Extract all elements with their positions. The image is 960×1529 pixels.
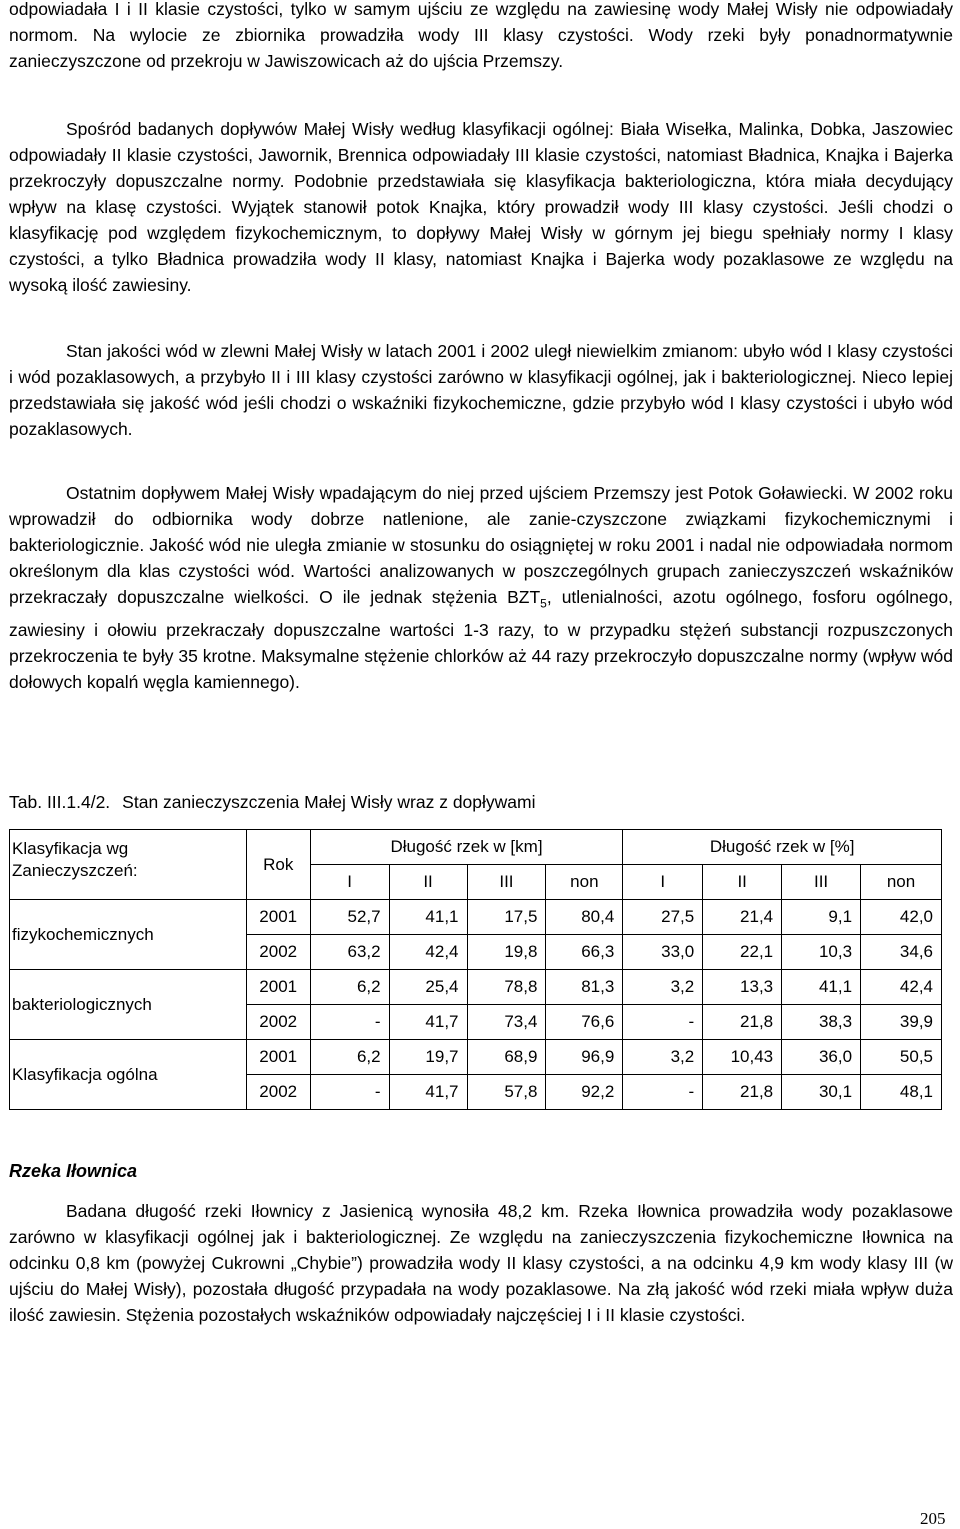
value-cell: 39,9 <box>861 1005 942 1040</box>
value-cell: 41,1 <box>389 900 467 935</box>
subheader-cell: III <box>782 865 861 900</box>
row-group-label: fizykochemicznych <box>10 900 247 970</box>
header-year: Rok <box>246 830 310 900</box>
header-classification: Klasyfikacja wg Zanieczyszczeń: <box>10 830 247 900</box>
value-cell: 42,0 <box>861 900 942 935</box>
year-cell: 2002 <box>246 1005 310 1040</box>
header-length-km: Długość rzek w [km] <box>310 830 623 865</box>
value-cell: 9,1 <box>782 900 861 935</box>
value-cell: 73,4 <box>467 1005 546 1040</box>
value-cell: 92,2 <box>546 1075 623 1110</box>
row-group-label: bakteriologicznych <box>10 970 247 1040</box>
year-cell: 2002 <box>246 935 310 970</box>
subheader-cell: non <box>546 865 623 900</box>
value-cell: 42,4 <box>389 935 467 970</box>
value-cell: 96,9 <box>546 1040 623 1075</box>
value-cell: 36,0 <box>782 1040 861 1075</box>
value-cell: 17,5 <box>467 900 546 935</box>
value-cell: 76,6 <box>546 1005 623 1040</box>
value-cell: 6,2 <box>310 970 389 1005</box>
value-cell: 30,1 <box>782 1075 861 1110</box>
year-cell: 2001 <box>246 1040 310 1075</box>
value-cell: 34,6 <box>861 935 942 970</box>
value-cell: 19,8 <box>467 935 546 970</box>
subheader-cell: II <box>389 865 467 900</box>
value-cell: 3,2 <box>623 1040 703 1075</box>
value-cell: 41,7 <box>389 1005 467 1040</box>
value-cell: 10,3 <box>782 935 861 970</box>
value-cell: 25,4 <box>389 970 467 1005</box>
year-cell: 2002 <box>246 1075 310 1110</box>
subheader-cell: II <box>703 865 782 900</box>
table-caption-text: Stan zanieczyszczenia Małej Wisły wraz z dopływami <box>122 792 536 812</box>
value-cell: 21,8 <box>703 1075 782 1110</box>
value-cell: 3,2 <box>623 970 703 1005</box>
value-cell: 48,1 <box>861 1075 942 1110</box>
paragraph-2: Spośród badanych dopływów Małej Wisły według klasyfikacji ogólnej: Biała Wisełka, Malinka, Dobka, Jaszowiec odpowiadały II klasie czystości, Jawornik, Brennica odpowiadały III klasie czystości, natomiast Bładnica, Knajka i Bajerka przekroczyły dopuszczalne normy. Podobnie przedstawiała się klasyfikacja bakteriologiczna, która miała decydujący wpływ na klasę czystości. Wyjątek stanowił potok Knajka, który prowadził wody III klasy czystości. Jeśli chodzi o klasyfikację pod względem fizykochemicznym, to dopływy Małej Wisły w górnym jej biegu spełniały normy I klasy czystości, a tylko Bładnica prowadziła wody II klasy, natomiast Knajka i Bajerka wody pozaklasowe ze względu na wysoką ilość zawiesiny. <box>9 119 953 295</box>
page-number: 205 <box>920 1509 946 1528</box>
value-cell: 38,3 <box>782 1005 861 1040</box>
value-cell: 41,1 <box>782 970 861 1005</box>
value-cell: 13,3 <box>703 970 782 1005</box>
value-cell: 41,7 <box>389 1075 467 1110</box>
table-body <box>10 900 942 1110</box>
bzt-subscript: 5 <box>540 596 547 611</box>
value-cell: 52,7 <box>310 900 389 935</box>
header-length-pct: Długość rzek w [%] <box>623 830 942 865</box>
table-caption-number: Tab. III.1.4/2. <box>9 792 111 812</box>
value-cell: 68,9 <box>467 1040 546 1075</box>
value-cell: 50,5 <box>861 1040 942 1075</box>
pollution-table <box>9 829 942 1110</box>
value-cell: 42,4 <box>861 970 942 1005</box>
value-cell: 21,4 <box>703 900 782 935</box>
value-cell: - <box>623 1005 703 1040</box>
paragraph-1: odpowiadała I i II klasie czystości, tylko w samym ujściu ze względu na zawiesinę wody Małej Wisły nie odpowiadały normom. Na wylocie ze zbiornika prowadziła wody III klasy czystości. Wody rzeki były ponadnormatywnie zanieczyszczone od przekroju w Jawiszowicach aż do ujścia Przemszy. <box>9 0 953 71</box>
value-cell: 78,8 <box>467 970 546 1005</box>
value-cell: 63,2 <box>310 935 389 970</box>
subheader-cell: I <box>310 865 389 900</box>
paragraph-4-part-b: , utlenialności, azotu ogólnego, fosforu ogólnego, zawiesiny i ołowiu przekraczały dopuszczalne wartości 1-3 razy, to w przypadku stężeń substancji rozpuszczonych przekroczenia te były 35 krotne. Maksymalne stężenie chlorków aż 44 razy przekroczyło dopuszczalne normy (wpływ wód dołowych kopalń węgla kamiennego). <box>9 587 953 692</box>
value-cell: 19,7 <box>389 1040 467 1075</box>
subheader-cell: III <box>467 865 546 900</box>
paragraph-3: Stan jakości wód w zlewni Małej Wisły w latach 2001 i 2002 uległ niewielkim zmianom: ubyło wód I klasy czystości i wód pozaklasowych, a przybyło II i III klasy czystości zarówno w klasyfikacji ogólnej, jak i bakteriologicznej. Nieco lepiej przedstawiała się jakość wód jeśli chodzi o wskaźniki fizykochemiczne, gdzie przybyło wód I klasy czystości i ubyło wód pozaklasowych. <box>9 341 953 439</box>
subheader-cell: non <box>861 865 942 900</box>
value-cell: 80,4 <box>546 900 623 935</box>
value-cell: 6,2 <box>310 1040 389 1075</box>
value-cell: - <box>310 1075 389 1110</box>
table-row <box>10 1040 942 1075</box>
table-row <box>10 900 942 935</box>
value-cell: 57,8 <box>467 1075 546 1110</box>
value-cell: - <box>310 1005 389 1040</box>
year-cell: 2001 <box>246 900 310 935</box>
value-cell: 21,8 <box>703 1005 782 1040</box>
value-cell: 10,43 <box>703 1040 782 1075</box>
value-cell: - <box>623 1075 703 1110</box>
row-group-label: Klasyfikacja ogólna <box>10 1040 247 1110</box>
value-cell: 66,3 <box>546 935 623 970</box>
table-caption <box>9 789 536 815</box>
paragraph-4-part-a: Ostatnim dopływem Małej Wisły wpadającym do niej przed ujściem Przemszy jest Potok Goławiecki. W 2002 roku wprowadził do odbiornika wody dobrze natlenione, ale zanie-czyszczone związkami fizykochemicznymi i bakteriologicznie. Jakość wód nie uległa zmianie w stosunku do osiągniętej w roku 2001 i nadal nie odpowiadała normom określonym dla klas czystości wód. Wartości analizowanych w poszczególnych grupach zanieczyszczeń wskaźników przekraczały dopuszczalne wielkości. O ile jednak stężenia BZT <box>9 483 953 607</box>
value-cell: 22,1 <box>703 935 782 970</box>
section-heading: Rzeka Iłownica <box>9 1161 138 1181</box>
value-cell: 33,0 <box>623 935 703 970</box>
year-cell: 2001 <box>246 970 310 1005</box>
subheader-cell: I <box>623 865 703 900</box>
value-cell: 27,5 <box>623 900 703 935</box>
table-row <box>10 970 942 1005</box>
value-cell: 81,3 <box>546 970 623 1005</box>
paragraph-4 <box>9 480 953 695</box>
paragraph-5: Badana długość rzeki Iłownicy z Jasienicą wynosiła 48,2 km. Rzeka Iłownica prowadziła wody pozaklasowe zarówno w klasyfikacji ogólnej jak i bakteriologicznej. Ze względu na zanieczyszczenia fizykochemiczne Iłownica na odcinku 0,8 km (powyżej Cukrowni „Chybie”) prowadziła wody II klasy czystości, a na odcinku 4,9 km wody klasy III (w ujściu do Małej Wisły), pozostała długość przypadała na wody pozaklasowe. Na złą jakość wód rzeki miała wpływ duża ilość zawiesin. Stężenia pozostałych wskaźników odpowiadały najczęściej I i II klasie czystości. <box>9 1201 953 1325</box>
